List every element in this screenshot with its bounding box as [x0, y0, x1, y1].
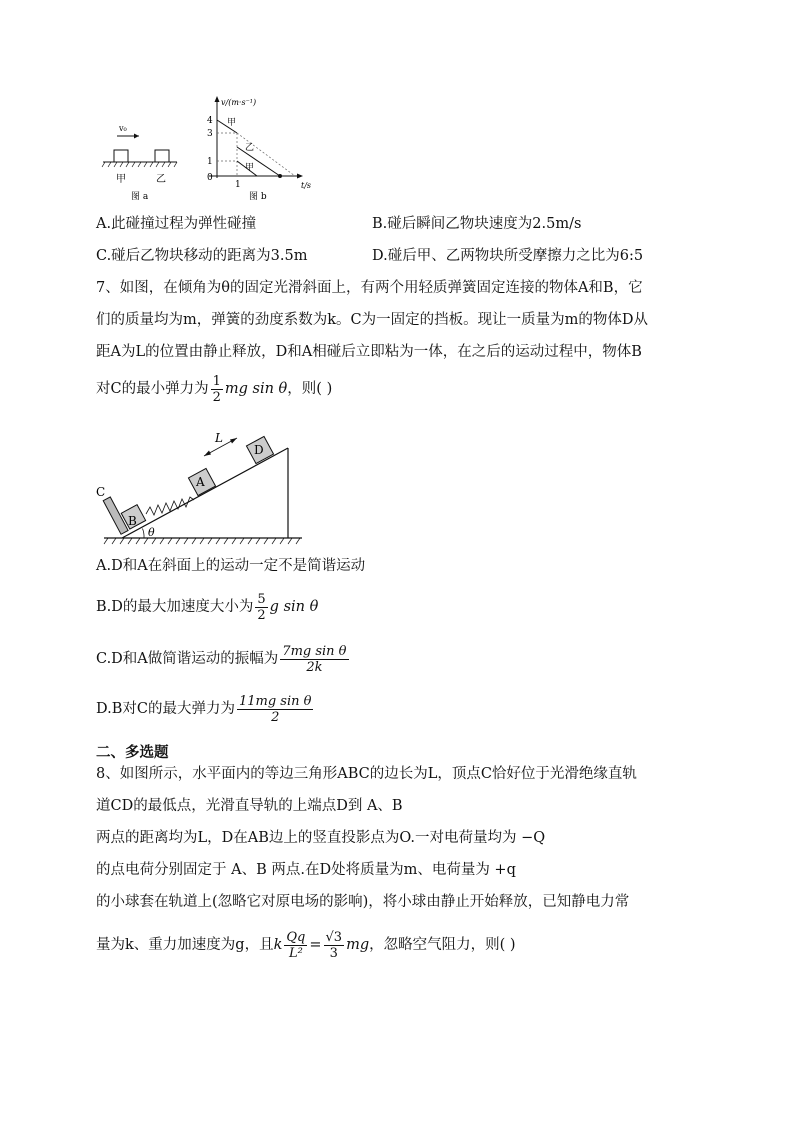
label-c: C	[96, 485, 106, 499]
fig-a-caption: 图 a	[131, 192, 149, 202]
q6-option-d: D.碰后甲、乙两物块所受摩擦力之比为6:5	[372, 248, 644, 264]
theta-label: θ	[148, 526, 155, 539]
q7-stem-line2: 们的质量均为m，弹簧的劲度系数为k。C为一固定的挡板。现让一质量为m的物体D从	[96, 312, 649, 328]
fig-b-caption: 图 b	[249, 192, 267, 202]
label-b: B	[128, 514, 137, 528]
block-jia	[114, 150, 128, 162]
q8-line1: 8、如图所示，水平面内的等边三角形ABC的边长为L，顶点C恰好位于光滑绝缘直轨	[96, 766, 637, 782]
q7-stem-line1: 7、如图，在倾角为θ的固定光滑斜面上，有两个用轻质弹簧固定连接的物体A和B，它	[96, 280, 643, 296]
tick-y-3: 3	[207, 129, 213, 139]
q7-stem-line3: 距A为L的位置由静止释放，D和A相碰后立即粘为一体，在之后的运动过程中，物体B	[96, 344, 642, 360]
tick-x-1: 1	[235, 180, 241, 190]
q8-fraction-qq-l2: $\frac{Qq}{\text{L²}}$	[286, 929, 306, 961]
q7-fraction-half: $\frac{1}{2}$	[212, 373, 221, 405]
q7-line4-expr: mg sin θ	[224, 381, 288, 397]
fig-b-ylabel: v/(m·s⁻¹)	[221, 98, 257, 107]
q8-line4: 的点电荷分别固定于 A、B 两点.在D处将质量为m、电荷量为 +q	[96, 862, 516, 878]
q8-line5: 的小球套在轨道上(忽略它对原电场的影响)，将小球由静止开始释放，已知静电力常	[96, 894, 630, 910]
q7-option-b: B.D的最大加速度大小为 $\frac{5}{2}$ g sin θ	[96, 591, 319, 623]
line-yi-label: 乙	[245, 143, 255, 153]
figure-collision	[95, 92, 335, 204]
q7-option-c-fraction: $\frac{\text{7mg sin θ}}{2k}$	[282, 643, 347, 675]
q6-option-b: B.碰后瞬间乙物块速度为2.5m/s	[372, 216, 582, 232]
section-title-multiple-choice: 二、多选题	[96, 745, 169, 761]
figure-incline	[92, 420, 312, 550]
q7-stem-line4	[96, 372, 332, 406]
q8-line3: 两点的距离均为L，D在AB边上的竖直投影点为O.一对电荷量均为 −Q	[96, 830, 546, 846]
figure-b	[207, 96, 311, 202]
yi-label: 乙	[156, 174, 166, 185]
tick-y-0: 0	[207, 173, 213, 183]
figure-a	[102, 124, 177, 202]
q6-option-c: C.碰后乙物块移动的距离为3.5m	[96, 248, 308, 264]
q7-option-d-fraction: $\frac{\text{11mg sin θ}}{2}$	[238, 693, 312, 725]
q7-line4-pre: 对C的最小弹力为	[96, 381, 209, 397]
q7-option-c: C.D和A做简谐运动的振幅为 $\frac{\text{7mg sin θ}}{2k}$	[96, 643, 347, 675]
line-jia-bottom-label: 甲	[245, 163, 255, 173]
jia-label: 甲	[116, 174, 126, 185]
q8-fraction-sqrt3-3: $\frac{√3}{3}$	[325, 929, 343, 961]
q7-option-b-fraction: $\frac{5}{2}$	[257, 591, 266, 623]
q7-option-d: D.B对C的最大弹力为 $\frac{\text{11mg sin θ}}{2}$	[96, 693, 312, 725]
block-yi	[155, 150, 169, 162]
q6-option-a: A.此碰撞过程为弹性碰撞	[96, 216, 257, 232]
label-a: A	[196, 475, 205, 489]
q8-line6: 量为k、重力加速度为g，且k $\frac{Qq}{\text{L²}}$ = $\frac{√3}{3}$ mg，忽略空气阻力，则( )	[96, 929, 516, 961]
v0-label: v₀	[119, 124, 127, 133]
fig-b-xlabel: t/s	[301, 181, 312, 190]
label-l: L	[215, 431, 223, 445]
q8-line2: 道CD的最低点，光滑直导轨的上端点D到 A、B	[96, 798, 403, 814]
q7-line4-post: ，则( )	[287, 381, 333, 397]
line-jia-top-label: 甲	[227, 118, 237, 128]
tick-y-1: 1	[207, 157, 213, 167]
tick-y-4: 4	[207, 116, 213, 126]
label-d: D	[254, 443, 264, 457]
q7-option-a: A.D和A在斜面上的运动一定不是简谐运动	[96, 558, 366, 574]
